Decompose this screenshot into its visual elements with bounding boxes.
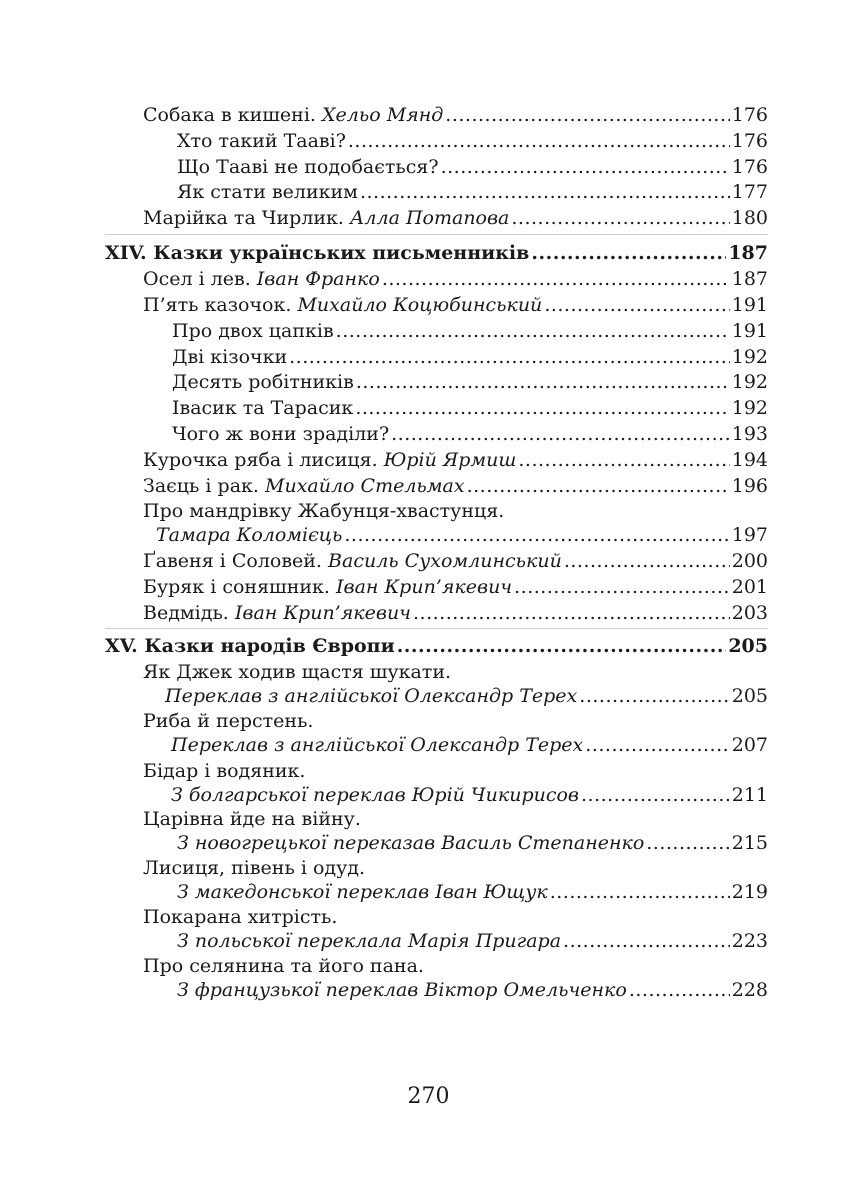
entry-title[interactable]: Про мандрівку Жабунця-хвастунця. <box>143 500 505 522</box>
entry-title: Дві кізочки <box>172 346 288 368</box>
entry-title[interactable]: Бідар і водяник. <box>143 760 306 782</box>
entry-page: 180 <box>731 207 768 229</box>
entry-page: 205 <box>728 635 768 657</box>
entry-title: Що Тааві не подобається? <box>177 156 439 178</box>
toc-entry-continuation[interactable] <box>177 978 768 1002</box>
leader-dots <box>413 601 730 625</box>
leader-dots <box>391 422 730 446</box>
entry-page: 194 <box>731 449 768 471</box>
leader-dots <box>581 783 730 807</box>
leader-dots <box>441 155 730 179</box>
entry-page: 192 <box>731 397 768 419</box>
leader-dots <box>563 929 730 953</box>
entry-page: 187 <box>731 268 768 290</box>
entry-title: Буряк і соняшник. <box>143 576 330 598</box>
toc-entry-continuation[interactable] <box>177 929 768 953</box>
entry-author: Хельо Мянд <box>322 104 444 126</box>
entry-author: З французької переклав Віктор Омельченко <box>177 979 627 1001</box>
toc-subentry[interactable] <box>172 396 768 420</box>
toc-subentry[interactable] <box>172 319 768 343</box>
entry-title: П’ять казочок. <box>143 294 292 316</box>
toc-entry-continuation[interactable] <box>171 783 768 807</box>
toc-subentry[interactable] <box>177 155 768 179</box>
leader-dots <box>356 370 730 394</box>
entry-title[interactable]: Покарана хитрість. <box>143 906 338 928</box>
entry-author: Іван Франко <box>256 268 380 290</box>
leader-dots <box>531 241 726 265</box>
entry-page: 176 <box>731 156 768 178</box>
leader-dots <box>518 448 729 472</box>
entry-title[interactable]: Царівна йде на війну. <box>143 808 361 830</box>
entry-page: 200 <box>731 550 768 572</box>
toc-entry-continuation[interactable] <box>156 523 768 547</box>
leader-dots <box>511 206 729 230</box>
entry-title: Про двох цапків <box>172 320 334 342</box>
entry-title: Ґавеня і Соловей. <box>143 550 322 572</box>
entry-title: Десять робітників <box>172 371 354 393</box>
entry-author: Василь Сухомлинський <box>328 550 562 572</box>
section-title: XV. Казки народів Європи <box>105 635 395 657</box>
leader-dots <box>397 634 727 658</box>
toc-subentry[interactable] <box>177 129 768 153</box>
entry-author: Алла Потапова <box>350 207 510 229</box>
leader-dots <box>585 733 729 757</box>
entry-author: Юрій Ярмиш <box>383 449 517 471</box>
entry-title[interactable]: Про селянина та його пана. <box>143 955 424 977</box>
leader-dots <box>344 523 729 547</box>
entry-title: Хто такий Тааві? <box>177 130 346 152</box>
entry-title: Собака в кишені. <box>143 104 316 126</box>
entry-title: Івасик та Тарасик <box>172 397 354 419</box>
entry-title: Як стати великим <box>177 181 358 203</box>
entry-page: 191 <box>731 294 768 316</box>
page-number: 270 <box>407 1084 450 1109</box>
entry-author: З македонської переклав Іван Ющук <box>177 881 548 903</box>
toc-entry-continuation[interactable] <box>171 733 768 757</box>
entry-title: Марійка та Чирлик. <box>143 207 344 229</box>
toc-entry[interactable] <box>143 206 768 230</box>
toc-entry[interactable] <box>143 575 768 599</box>
toc-entry[interactable] <box>143 448 768 472</box>
section-title: XIV. Казки українських письменників <box>105 242 530 264</box>
entry-author: Михайло Коцюбинський <box>297 294 543 316</box>
entry-page: 207 <box>731 734 768 756</box>
entry-page: 219 <box>731 881 768 903</box>
leader-dots <box>360 180 730 204</box>
leader-dots <box>544 293 729 317</box>
entry-author: З новогрецької переказав Василь Степаненко <box>177 832 645 854</box>
section-divider <box>105 234 768 235</box>
leader-dots <box>629 978 730 1002</box>
toc-subentry[interactable] <box>177 180 768 204</box>
entry-title: Осел і лев. <box>143 268 251 290</box>
leader-dots <box>382 267 730 291</box>
leader-dots <box>646 831 729 855</box>
toc-entry-continuation[interactable] <box>177 831 768 855</box>
entry-author: Михайло Стельмах <box>264 475 465 497</box>
entry-title[interactable]: Як Джек ходив щастя шукати. <box>143 661 452 683</box>
entry-title: Заєць і рак. <box>143 475 259 497</box>
entry-page: 197 <box>731 524 768 546</box>
toc-entry[interactable] <box>143 474 768 498</box>
entry-page: 176 <box>731 104 768 126</box>
entry-page: 191 <box>731 320 768 342</box>
entry-author: Тамара Коломієць <box>156 524 343 546</box>
toc-section-heading[interactable] <box>105 634 768 658</box>
toc-entry[interactable] <box>143 549 768 573</box>
entry-page: 211 <box>731 784 768 806</box>
section-divider <box>105 628 768 629</box>
entry-title: Ведмідь. <box>143 602 229 624</box>
toc-subentry[interactable] <box>172 370 768 394</box>
toc-entry-continuation[interactable] <box>165 684 768 708</box>
entry-author: Переклав з англійської Олександр Терех <box>165 685 578 707</box>
toc-entry[interactable] <box>143 103 768 127</box>
leader-dots <box>579 684 729 708</box>
leader-dots <box>336 319 730 343</box>
entry-page: 215 <box>731 832 768 854</box>
entry-author: З болгарської переклав Юрій Чикирисов <box>171 784 579 806</box>
entry-page: 228 <box>731 979 768 1001</box>
entry-page: 201 <box>731 576 768 598</box>
entry-page: 192 <box>731 371 768 393</box>
entry-title[interactable]: Риба й перстень. <box>143 710 314 732</box>
toc-section-heading[interactable] <box>105 241 768 265</box>
leader-dots <box>348 129 730 153</box>
entry-page: 177 <box>731 181 768 203</box>
toc-subentry[interactable] <box>172 345 768 369</box>
leader-dots <box>564 549 730 573</box>
toc-entry[interactable] <box>143 293 768 317</box>
entry-author: Іван Крип’якевич <box>234 602 412 624</box>
entry-title: Курочка ряба і лисиця. <box>143 449 378 471</box>
leader-dots <box>289 345 730 369</box>
leader-dots <box>467 474 730 498</box>
leader-dots <box>550 880 730 904</box>
entry-page: 223 <box>731 930 768 952</box>
toc-entry[interactable] <box>143 601 768 625</box>
toc-entry[interactable] <box>143 267 768 291</box>
entry-title: Чого ж вони зраділи? <box>172 423 390 445</box>
toc-entry-continuation[interactable] <box>177 880 768 904</box>
entry-page: 196 <box>731 475 768 497</box>
leader-dots <box>514 575 730 599</box>
entry-author: Іван Крип’якевич <box>336 576 513 598</box>
entry-page: 176 <box>731 130 768 152</box>
toc-subentry[interactable] <box>172 422 768 446</box>
entry-title[interactable]: Лисиця, півень і одуд. <box>143 857 366 879</box>
entry-page: 205 <box>731 685 768 707</box>
leader-dots <box>445 103 729 127</box>
entry-page: 203 <box>731 602 768 624</box>
entry-author: З польської переклала Марія Пригара <box>177 930 562 952</box>
entry-page: 187 <box>728 242 768 264</box>
entry-page: 192 <box>731 346 768 368</box>
entry-author: Переклав з англійської Олександр Терех <box>171 734 584 756</box>
entry-page: 193 <box>731 423 768 445</box>
leader-dots <box>355 396 729 420</box>
